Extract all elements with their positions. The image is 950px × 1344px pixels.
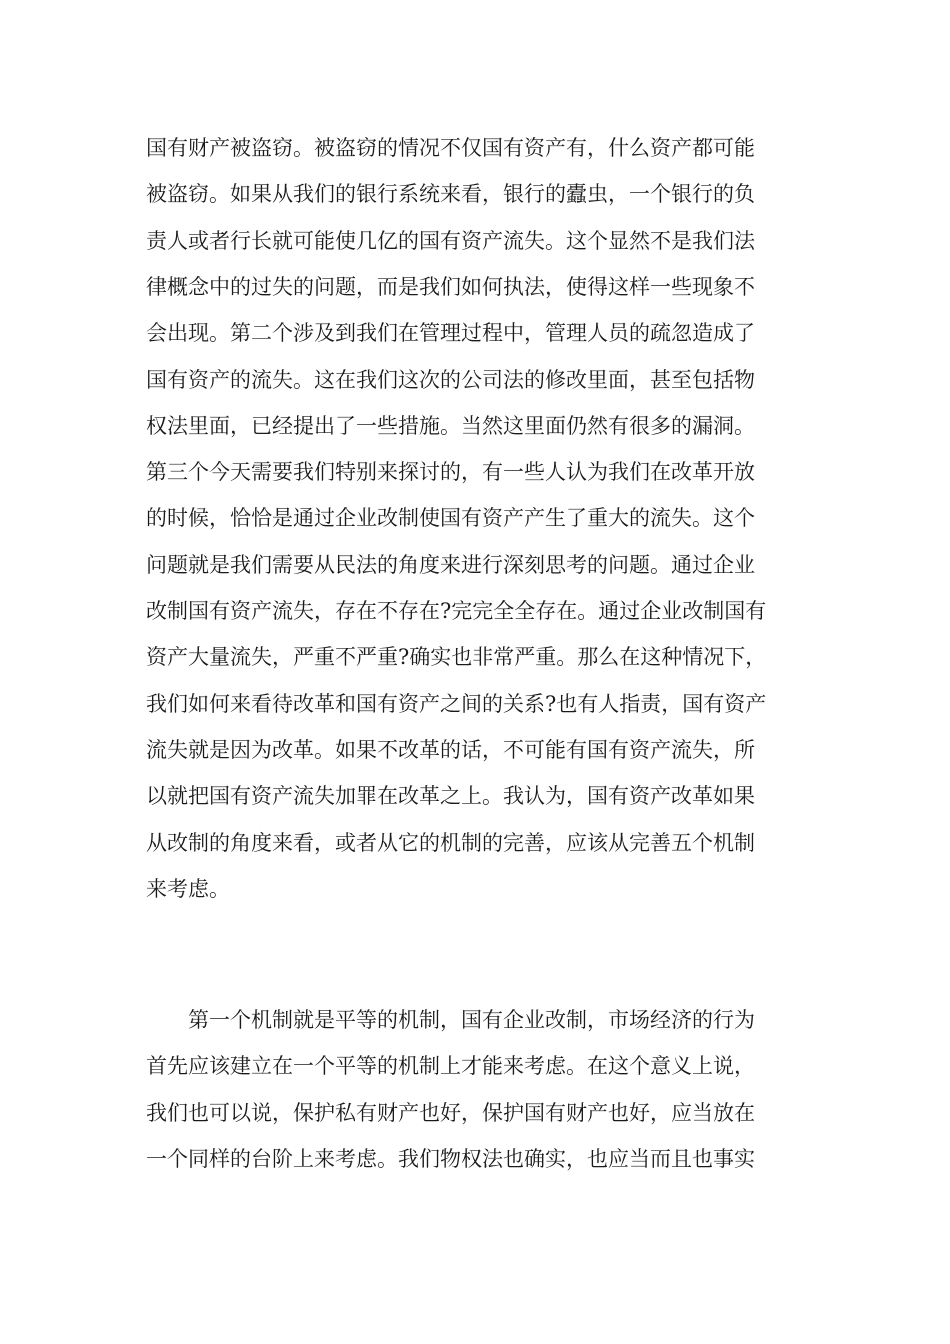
text-line: 从改制的角度来看，或者从它的机制的完善，应该从完善五个机制 <box>146 830 755 855</box>
text-line: 改制国有资产流失，存在不存在?完完全全存在。通过企业改制国有 <box>146 599 767 623</box>
text-line: 第一个机制就是平等的机制，国有企业改制，市场经济的行为 <box>188 1008 755 1032</box>
text-line: 的时候，恰恰是通过企业改制使国有资产产生了重大的流失。这个 <box>146 506 755 531</box>
text-line: 流失就是因为改革。如果不改革的话，不可能有国有资产流失，所 <box>146 737 755 762</box>
text-line: 权法里面，已经提出了一些措施。当然这里面仍然有很多的漏洞。 <box>146 413 755 438</box>
paragraph-2 <box>146 1003 806 1183</box>
text-line: 首先应该建立在一个平等的机制上才能来考虑。在这个意义上说， <box>146 1054 755 1079</box>
text-line: 我们也可以说，保护私有财产也好，保护国有财产也好，应当放在 <box>146 1100 755 1125</box>
paragraph-1 <box>146 131 806 901</box>
text-line: 以就把国有资产流失加罪在改革之上。我认为，国有资产改革如果 <box>146 784 755 809</box>
text-line: 一个同样的台阶上来考虑。我们物权法也确实，也应当而且也事实 <box>146 1146 755 1171</box>
text-line: 国有财产被盗窃。被盗窃的情况不仅国有资产有，什么资产都可能 <box>146 136 755 160</box>
text-line: 被盗窃。如果从我们的银行系统来看，银行的蠹虫，一个银行的负 <box>146 182 755 207</box>
text-line: 责人或者行长就可能使几亿的国有资产流失。这个显然不是我们法 <box>146 228 755 253</box>
text-line: 我们如何来看待改革和国有资产之间的关系?也有人指责，国有资产 <box>146 691 767 716</box>
text-line: 律概念中的过失的问题，而是我们如何执法，使得这样一些现象不 <box>146 274 755 299</box>
text-line: 问题就是我们需要从民法的角度来进行深刻思考的问题。通过企业 <box>146 552 755 577</box>
text-line: 来考虑。 <box>146 876 230 901</box>
text-line: 资产大量流失，严重不严重?确实也非常严重。那么在这种情况下， <box>146 645 767 670</box>
text-line: 第三个今天需要我们特别来探讨的，有一些人认为我们在改革开放 <box>146 460 755 485</box>
text-line: 国有资产的流失。这在我们这次的公司法的修改里面，甚至包括物 <box>146 367 755 392</box>
text-line: 会出现。第二个涉及到我们在管理过程中，管理人员的疏忽造成了 <box>146 321 755 346</box>
